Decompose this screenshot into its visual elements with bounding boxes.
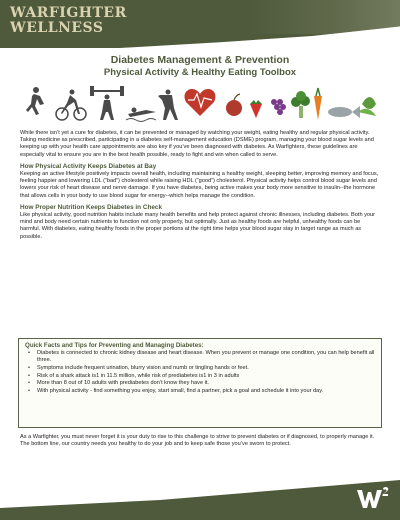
heart-icon [185, 89, 216, 116]
weightlifting-silhouette-icon [90, 86, 124, 120]
section-physical-activity-body: Keeping an active lifestyle positively impacts overall health, including maintaining a healthy weight, sleeping better, improving memory and focus, feeling happier and lowering LDL (“bad”) cholesterol while raising HDL (“good”) cholesterol. Physical activity helps control blood sugar levels and lowers your risk of heart disease and nerve damage. If you have diabetes, being active makes your body more sensitive to insulin--the hormone that allows cells in your body to use blood sugar for energy--which helps manage the condition. [20, 171, 379, 199]
swimming-silhouette-icon [126, 108, 156, 122]
running-silhouette-icon [26, 87, 44, 115]
footer-band [0, 480, 400, 520]
stretching-silhouette-icon [158, 90, 178, 121]
apple-icon [226, 94, 242, 116]
section-physical-activity-heading: How Physical Activity Keeps Diabetes at Bay [20, 162, 157, 170]
section-nutrition-body: Like physical activity, good nutrition habits include many health benefits and help protect against chronic illnesses, including diabetes. Both your mind and body need certain nutrients to function not only properly, but optimally. Just as healthy foods are helpful, unhealthy foods can be harmful. With diabetes, eating healthy foods in the proper portions at the right time helps your blood sugar stay in target range as much as possible. [20, 212, 375, 240]
page-title: Diabetes Management & Prevention [110, 54, 290, 66]
brand-line-1: WARFIGHTER [10, 5, 127, 21]
broccoli-icon [291, 91, 310, 118]
closing-paragraph: As a Warfighter, you must never forget it is your duty to rise to this challenge to strive to prevent diabetes or if diagnosed, to properly manage it. The bottom line, our country needs you healthy to do your job and to keep safe those you’ve sworn to protect. [20, 434, 375, 448]
carrot-icon [314, 88, 322, 120]
list-item: • Risk of a shark attack is1 in 11.5 million, while risk of prediabetes is1 in 3 in adults [25, 373, 375, 380]
quick-facts-box [18, 338, 382, 428]
quick-facts-list [25, 350, 375, 395]
cycling-silhouette-icon [56, 90, 86, 121]
intro-paragraph: While there isn’t yet a cure for diabetes, it can be prevented or managed by watching your weight, eating healthy and regular physical activity. Taking medicine as prescribed, participating in a diabetes self-management education (DSME) program, managing your blood sugar levels and keeping up with your health care appointments are also key if you’ve been diagnosed with diabetes. As Warfighters, these guidelines are especially vital to ensure you are in the best health possible, ready to fight and win when called to serve. [20, 130, 374, 158]
list-item: • More than 8 out of 10 adults with prediabetes don’t know they have it. [25, 380, 375, 387]
brand-line-2: WELLNESS [10, 20, 104, 36]
list-item: • Symptoms include frequent urination, blurry vision and numb or tingling hands or feet. [25, 365, 375, 372]
fish-icon [328, 106, 360, 118]
brand-logo-text [10, 6, 127, 36]
strawberry-icon [250, 100, 262, 118]
list-item: • With physical activity - find something you enjoy, start small, find a partner, pick a goal and schedule it into your day. [25, 388, 375, 395]
title-block [0, 54, 400, 78]
leafy-greens-icon [358, 97, 376, 116]
page-subtitle: Physical Activity & Healthy Eating Toolbox [103, 67, 297, 78]
main-content [20, 130, 380, 245]
w2-logo-icon [356, 486, 390, 512]
quick-facts-heading: Quick Facts and Tips for Preventing and Managing Diabetes: [25, 342, 204, 349]
grapes-icon [271, 99, 286, 115]
activity-food-banner [22, 82, 378, 124]
section-nutrition-heading: How Proper Nutrition Keeps Diabetes in Check [20, 203, 163, 211]
list-item: • Diabetes is connected to chronic kidney disease and heart disease. When you prevent or manage one condition, you can help benefit all three. [25, 350, 375, 364]
